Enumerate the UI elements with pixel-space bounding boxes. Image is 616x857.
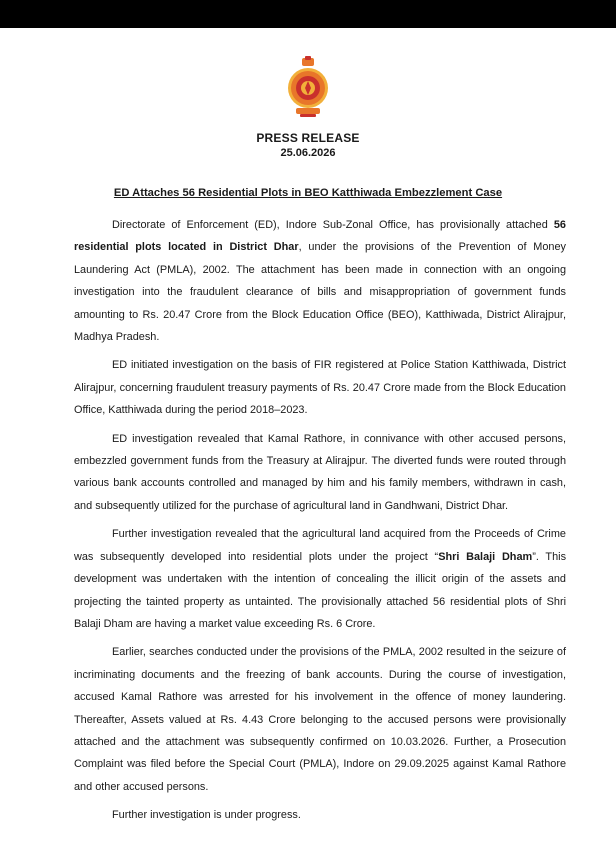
enforcement-directorate-emblem-icon xyxy=(284,56,332,118)
paragraph-1-text-c: , under the provisions of the Prevention of Money Laundering Act (PMLA), 2002. The attachment has been made in connection with an ongoing investigation into the fraudulent clearance of bills and misappropriation of government funds amounting to Rs. 20.47 Crore from the Block Education Office (BEO), Katthiwada, District Alirajpur, Madhya Pradesh. xyxy=(74,241,566,344)
press-release-date: 25.06.2026 xyxy=(280,147,336,159)
press-release-body xyxy=(74,214,566,833)
paragraph-4-bold: Shri Balaji Dham xyxy=(438,550,533,563)
paragraph-5: Earlier, searches conducted under the provisions of the PMLA, 2002 resulted in the seizure of incriminating documents and the freezing of bank accounts. During the course of investigation, accused Kamal Rathore was arrested for his involvement in the offence of money laundering. Thereafter, Assets valued at Rs. 4.43 Crore belonging to the accused persons were provisionally attached and the attachment was subsequently confirmed on 10.03.2026. Further, a Prosecution Complaint was filed before the Special Court (PMLA), Indore on 29.09.2025 against Kamal Rathore and other accused persons. xyxy=(74,646,566,793)
press-release-subject: ED Attaches 56 Residential Plots in BEO Katthiwada Embezzlement Case xyxy=(113,187,503,199)
top-black-bar xyxy=(0,0,616,28)
paragraph-1-text-a: Directorate of Enforcement (ED), Indore Sub-Zonal Office, has provisionally attached xyxy=(112,219,554,231)
paragraph-3: ED investigation revealed that Kamal Rathore, in connivance with other accused persons, embezzled government funds from the Treasury at Alirajpur. The diverted funds were routed through various bank accounts controlled and managed by him and his family members, withdrawn in cash, and subsequently utilized for the purchase of agricultural land in Gandhwani, District Dhar. xyxy=(74,432,566,512)
paragraph-2: ED initiated investigation on the basis of FIR registered at Police Station Katthiwada, District Alirajpur, concerning fraudulent treasury payments of Rs. 20.47 Crore made from the Block Education Office, Katthiwada during the period 2018–2023. xyxy=(74,359,566,417)
press-release-title: PRESS RELEASE xyxy=(256,131,360,145)
press-release-header xyxy=(0,130,616,161)
paragraph-4-text-a: Further investigation revealed that the agricultural land acquired from the Proceeds of Crime was subsequently developed into residential plots under the project “ xyxy=(74,528,566,563)
paragraph-1-bold: 56 residential plots located in District Dhar xyxy=(74,219,566,254)
paragraph-4-text-c: ”. This development was undertaken with the intention of concealing the illicit origin of the assets and projecting the tainted property as untainted. The provisionally attached 56 residential plots of Shri Balaji Dham are having a market value exceeding Rs. 6 Crore. xyxy=(74,550,567,630)
paragraph-1 xyxy=(74,214,566,348)
paragraph-4 xyxy=(74,523,566,635)
paragraph-6: Further investigation is under progress. xyxy=(112,809,301,822)
